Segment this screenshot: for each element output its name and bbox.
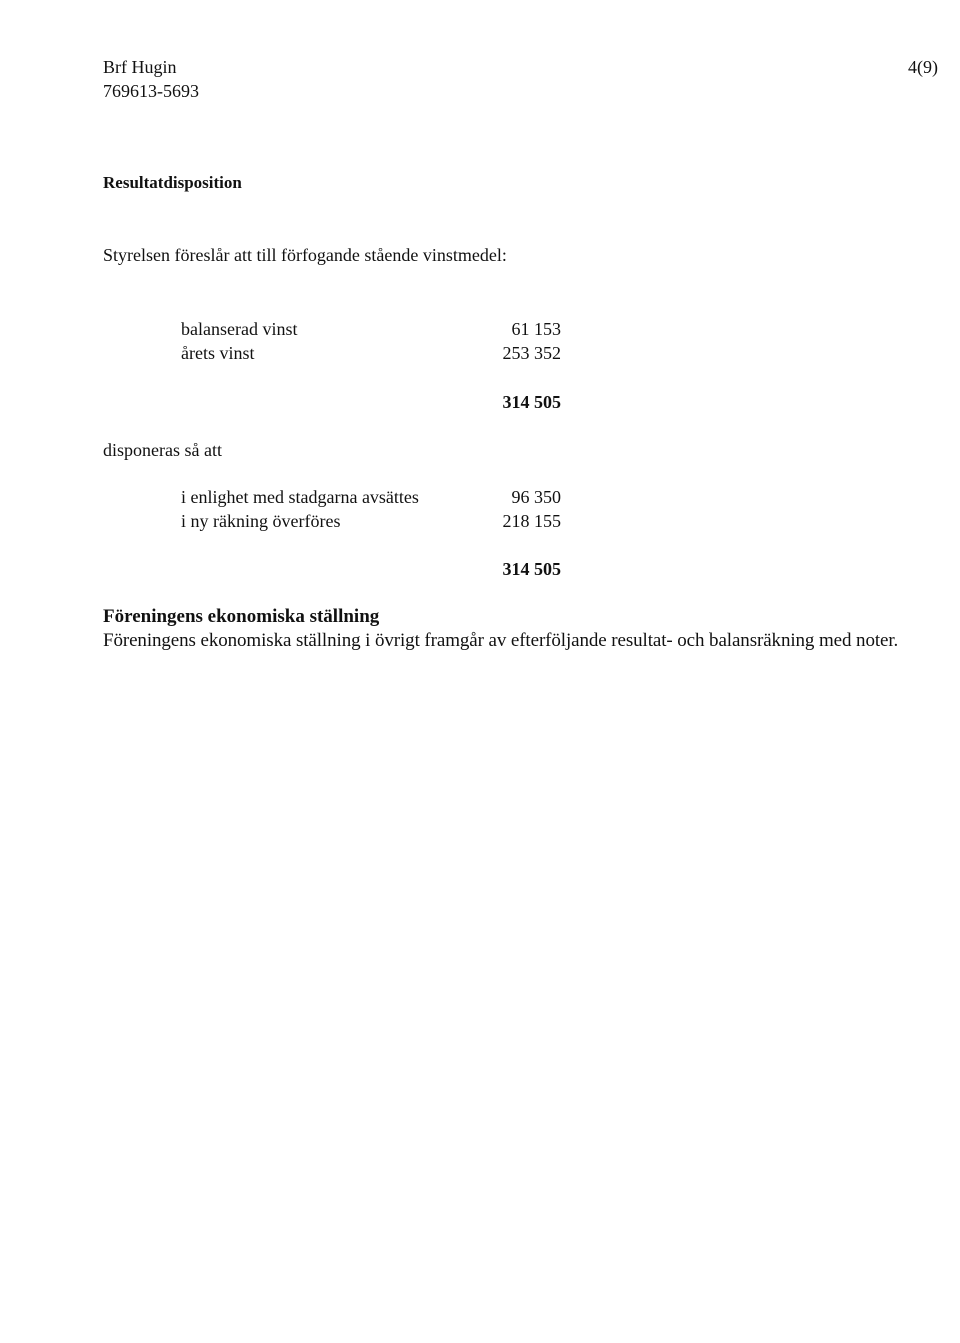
- section-heading-ekonomiska-stallning: Föreningens ekonomiska ställning: [103, 606, 380, 627]
- intro-text: Styrelsen föreslår att till förfogande stående vinstmedel:: [103, 245, 507, 265]
- dispose-row-value: 96 350: [511, 487, 561, 507]
- org-number: 769613-5693: [103, 81, 199, 101]
- section-heading-resultatdisposition: Resultatdisposition: [103, 173, 242, 192]
- row-value: 253 352: [502, 343, 561, 363]
- section-body-text: Föreningens ekonomiska ställning i övrigt framgår av efterföljande resultat- och balansräkning med noter.: [103, 630, 899, 651]
- dispose-row-value: 218 155: [502, 511, 561, 531]
- dispose-row-label: i enlighet med stadgarna avsättes: [181, 487, 419, 507]
- dispose-label: disponeras så att: [103, 440, 222, 460]
- page-number: 4(9): [908, 57, 938, 77]
- org-name: Brf Hugin: [103, 57, 177, 77]
- total-value: 314 505: [502, 392, 561, 412]
- dispose-row-label: i ny räkning överföres: [181, 511, 341, 531]
- dispose-total-value: 314 505: [502, 559, 561, 579]
- row-label: årets vinst: [181, 343, 255, 363]
- row-label: balanserad vinst: [181, 319, 298, 339]
- row-value: 61 153: [511, 319, 561, 339]
